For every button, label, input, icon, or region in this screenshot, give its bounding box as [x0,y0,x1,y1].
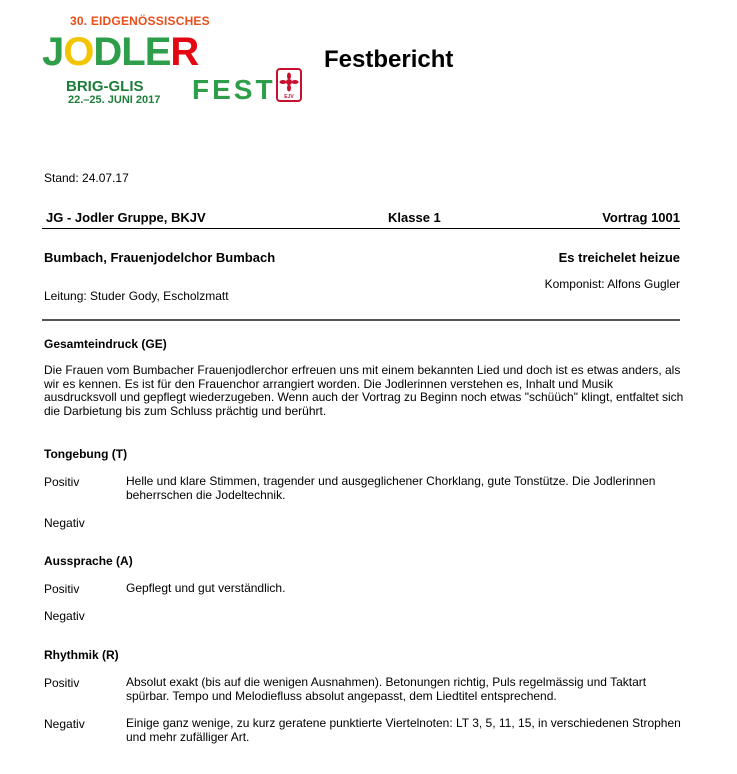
divider-top [42,228,680,229]
gesamteindruck-text: Die Frauen vom Bumbacher Frauenjodlerchor erfreuen uns mit einem bekannten Lied und doch ist es etwas anders, als wir es kennen. Es ist für den Frauenchor arrangiert worden. Die Jodlerinnen verstehen es, Inhalt und Musik ausdrucksvoll und gepflegt wiederzugeben. Wenn auch der Vortrag zu Beginn noch etwas "schüüch" klingt, entfaltet sich die Darbietung bis zum Schluss prächtig und berührt. [44,363,684,418]
section-heading-rhythmik: Rhythmik (R) [44,648,119,662]
positiv-label: Positiv [44,582,80,596]
section-heading-tongebung: Tongebung (T) [44,447,128,461]
vortrag-number: Vortrag 1001 [602,210,680,225]
klasse: Klasse 1 [388,210,441,225]
section-heading-aussprache: Aussprache (A) [44,554,133,568]
positiv-label: Positiv [44,676,80,690]
group-name: JG - Jodler Gruppe, BKJV [46,210,206,225]
logo-wordmark [42,32,198,72]
rhythmik-positiv-text: Absolut exakt (bis auf die wenigen Ausnahmen). Betonungen richtig, Puls regelmässig und Taktart spürbar. Tempo und Melodiefluss absolut angepasst, dem Liedtitel entsprechend. [126,675,647,703]
badge-label: EJV [284,94,294,100]
negativ-label: Negativ [44,609,85,623]
rhythmik-negativ-text: Einige ganz wenige, zu kurz geratene punktierte Viertelnoten: LT 3, 5, 11, 15, in verschiedenen Strophen und mehr zufälliger Art. [126,716,681,744]
positiv-label: Positiv [44,475,80,489]
komponist: Komponist: Alfons Gugler [544,277,680,291]
logo-top-line: 30. EIDGENÖSSISCHES [70,14,210,28]
logo-fest: FEST [192,74,276,105]
logo-letter-r: R [170,30,199,74]
choir-name: Bumbach, Frauenjodelchor Bumbach [44,250,276,265]
negativ-label: Negativ [44,516,85,530]
stand-date: Stand: 24.07.17 [44,171,129,185]
tongebung-positiv-text: Helle und klare Stimmen, tragender und ausgeglichener Chorklang, gute Tonstütze. Die Jodlerinnen beherrschen die Jodeltechnik. [126,474,656,502]
event-logo [42,8,304,106]
logo-letter-j: J [42,30,64,74]
edelweiss-badge-icon [276,68,302,102]
page-title: Festbericht [324,46,454,73]
section-heading-gesamteindruck: Gesamteindruck (GE) [44,337,167,351]
divider-main [42,319,680,321]
logo-letter-o: O [63,30,94,74]
logo-place: BRIG-GLIS [66,78,144,95]
logo-dates: 22.–25. JUNI 2017 [68,94,161,106]
aussprache-positiv-text: Gepflegt und gut verständlich. [126,581,286,595]
leitung: Leitung: Studer Gody, Escholzmatt [44,289,229,303]
logo-letters-dle: DLE [93,30,171,74]
song-title: Es treichelet heizue [558,250,680,265]
negativ-label: Negativ [44,717,85,731]
